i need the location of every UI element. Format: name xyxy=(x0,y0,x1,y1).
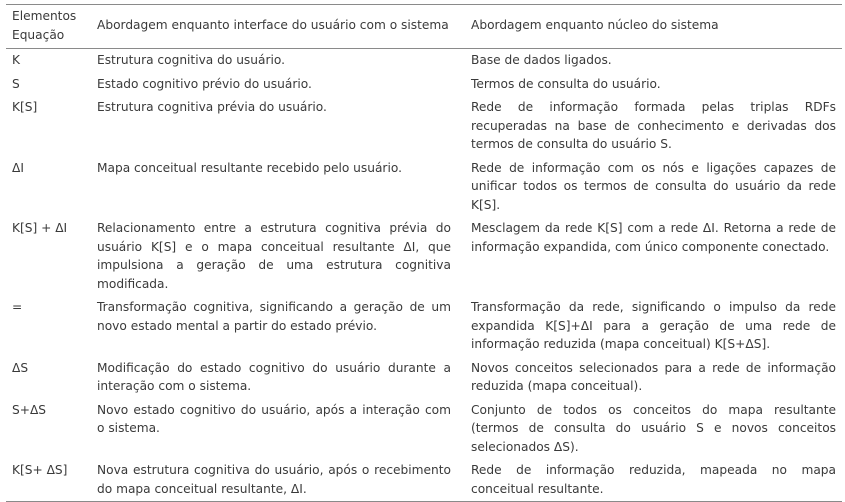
row-element: S+ΔS xyxy=(12,402,47,417)
table-row xyxy=(6,96,842,157)
row-interface-text: Mapa conceitual resultante recebido pelo usuário. xyxy=(97,160,402,175)
table-row xyxy=(6,157,842,218)
row-interface-text: Estrutura cognitiva prévia do usuário. xyxy=(97,100,327,114)
comparison-table xyxy=(6,4,842,502)
header-core-approach: Abordagem enquanto núcleo do sistema xyxy=(459,5,842,49)
row-core-text: Conjunto de todos os conceitos do mapa resultante (termos de consulta do usuário S e novos conceitos selecionados ΔS). xyxy=(471,402,836,454)
table-row xyxy=(6,296,842,357)
row-element: K[S] + ΔI xyxy=(12,221,68,235)
table-row xyxy=(6,399,842,460)
row-element: ΔI xyxy=(12,160,24,175)
row-core-text: Termos de consulta do usuário. xyxy=(471,76,661,91)
header-equation-label: Equação xyxy=(12,27,65,42)
table-row xyxy=(6,49,842,73)
row-core-text: Base de dados ligados. xyxy=(471,53,612,67)
row-interface-text: Estado cognitivo prévio do usuário. xyxy=(97,76,312,91)
row-interface-text: Nova estrutura cognitiva do usuário, após o recebimento do mapa conceitual resultante, ΔI. xyxy=(97,463,451,496)
row-core-text: Transformação da rede, significando o impulso da rede expandida K[S]+ΔI para a geração de uma rede de informação reduzida (mapa conceitual) K[S+ΔS]. xyxy=(471,300,836,351)
header-elements-equation xyxy=(6,5,89,49)
row-core-text: Mesclagem da rede K[S] com a rede ΔI. Retorna a rede de informação expandida, com único componente conectado. xyxy=(471,221,836,254)
row-element: K xyxy=(12,53,20,67)
table-row xyxy=(6,459,842,502)
row-interface-text: Transformação cognitiva, significando a geração de um novo estado mental a partir do estado prévio. xyxy=(97,300,451,333)
table-header-row xyxy=(6,5,842,49)
row-interface-text: Estrutura cognitiva do usuário. xyxy=(97,53,285,67)
row-core-text: Rede de informação formada pelas triplas RDFs recuperadas na base de conhecimento e derivadas dos termos de consulta do usuário S. xyxy=(471,100,836,151)
header-interface-approach: Abordagem enquanto interface do usuário com o sistema xyxy=(89,5,459,49)
header-elements-label: Elementos xyxy=(12,9,77,23)
row-interface-text: Modificação do estado cognitivo do usuário durante a interação com o sistema. xyxy=(97,360,451,393)
table-row xyxy=(6,73,842,97)
row-element: = xyxy=(12,300,23,314)
row-core-text: Rede de informação reduzida, mapeada no mapa conceitual resultante. xyxy=(471,463,836,496)
row-element: S xyxy=(12,76,20,91)
row-core-text: Rede de informação com os nós e ligações capazes de unificar todos os termos de consulta do usuário da rede K[S]. xyxy=(471,160,836,212)
row-element: K[S] xyxy=(12,100,38,114)
row-interface-text: Relacionamento entre a estrutura cognitiva prévia do usuário K[S] e o mapa conceitual resultante ΔI, que impulsiona a geração de uma estrutura cognitiva modificada. xyxy=(97,221,451,291)
row-element: ΔS xyxy=(12,360,29,375)
row-element: K[S+ ΔS] xyxy=(12,463,68,477)
row-interface-text: Novo estado cognitivo do usuário, após a interação com o sistema. xyxy=(97,402,451,435)
table-row xyxy=(6,217,842,296)
table-row xyxy=(6,357,842,399)
row-core-text: Novos conceitos selecionados para a rede de informação reduzida (mapa conceitual). xyxy=(471,360,836,393)
